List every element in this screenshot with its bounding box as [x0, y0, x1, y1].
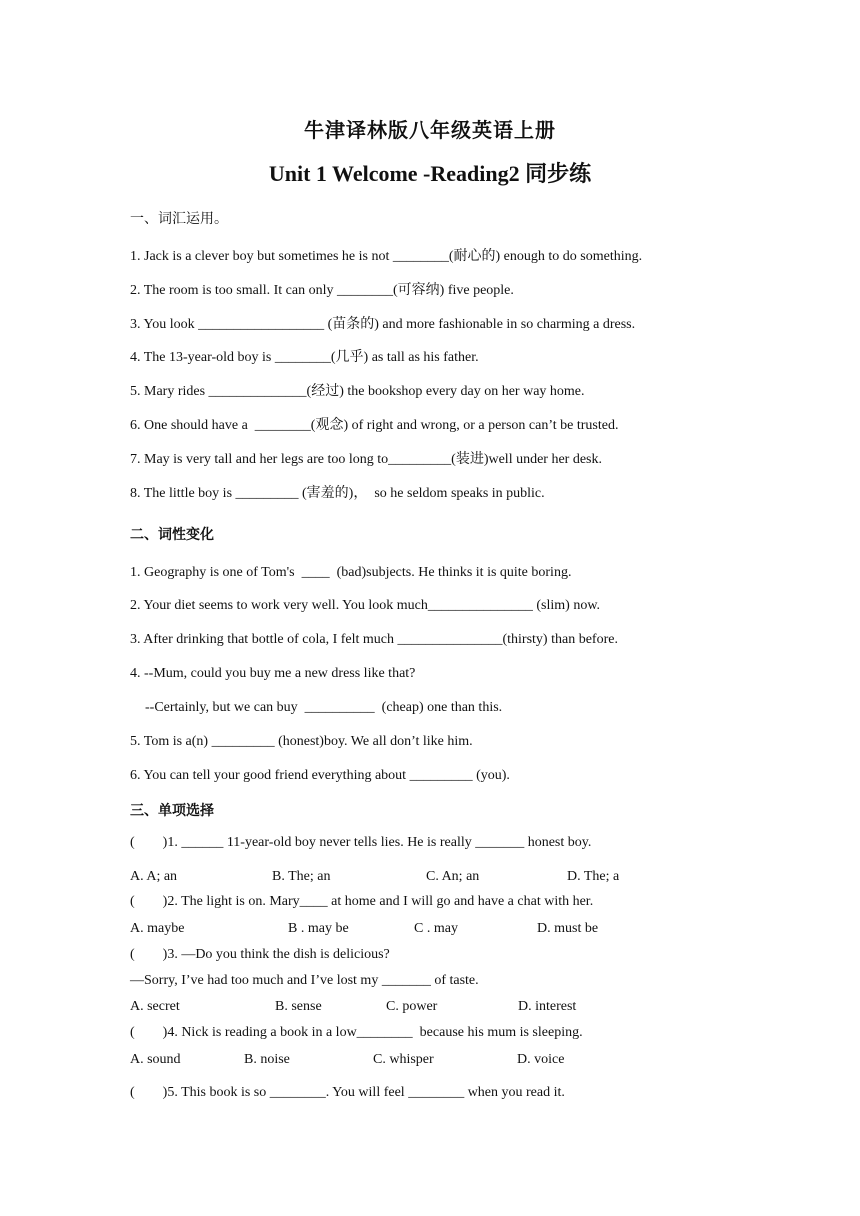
wordform-item-5: 5. Tom is a(n) _________ (honest)boy. We all don’t like him.	[130, 734, 473, 749]
vocab-item-7: 7. May is very tall and her legs are too long to_________(装进)well under her desk.	[130, 452, 603, 467]
vocab-item-1: 1. Jack is a clever boy but sometimes he is not ________(耐心的) enough to do something.	[130, 249, 643, 264]
choice-question-2: ( )2. The light is on. Mary____ at home and I will go and have a chat with her.	[130, 894, 594, 909]
wordform-item-6: 6. You can tell your good friend everything about _________ (you).	[130, 768, 510, 783]
q3-option-a: A. secret	[130, 999, 180, 1014]
vocab-item-8: 8. The little boy is _________ (害羞的)， so he seldom speaks in public.	[130, 486, 545, 501]
wordform-item-3: 3. After drinking that bottle of cola, I felt much _______________(thirsty) than before.	[130, 632, 618, 647]
choice-question-3: ( )3. —Do you think the dish is delicious?	[130, 947, 390, 962]
q4-option-b: B. noise	[244, 1052, 290, 1067]
section-heading-word-forms: 二、词性变化	[130, 527, 214, 543]
q1-option-a: A. A; an	[130, 869, 178, 884]
section-heading-multiple-choice: 三、单项选择	[130, 803, 214, 819]
title-chinese: 牛津译林版八年级英语上册	[304, 118, 556, 142]
q3-option-c: C. power	[386, 999, 438, 1014]
wordform-item-1: 1. Geography is one of Tom's ____ (bad)subjects. He thinks it is quite boring.	[130, 565, 572, 580]
vocab-item-3: 3. You look __________________ (苗条的) and more fashionable in so charming a dress.	[130, 317, 636, 332]
q1-option-d: D. The; a	[567, 869, 620, 884]
q3-option-b: B. sense	[275, 999, 322, 1014]
wordform-item-4: 4. --Mum, could you buy me a new dress like that?	[130, 666, 416, 681]
q2-option-a: A. maybe	[130, 921, 185, 936]
vocab-item-4: 4. The 13-year-old boy is ________(几乎) as tall as his father.	[130, 350, 479, 365]
vocab-item-5: 5. Mary rides ______________(经过) the bookshop every day on her way home.	[130, 384, 585, 399]
q2-option-c: C . may	[414, 921, 458, 936]
choice-question-4: ( )4. Nick is reading a book in a low________ because his mum is sleeping.	[130, 1025, 583, 1040]
q3-option-d: D. interest	[518, 999, 577, 1014]
section-heading-vocabulary: 一、词汇运用。	[130, 211, 228, 227]
title-english: Unit 1 Welcome -Reading2 同步练	[268, 161, 592, 186]
q1-option-b: B. The; an	[272, 869, 331, 884]
q4-option-d: D. voice	[517, 1052, 565, 1067]
q4-option-c: C. whisper	[373, 1052, 434, 1067]
q2-option-b: B . may be	[288, 921, 349, 936]
q2-option-d: D. must be	[537, 921, 599, 936]
wordform-item-2: 2. Your diet seems to work very well. You look much_______________ (slim) now.	[130, 598, 601, 613]
choice-question-3-reply: —Sorry, I’ve had too much and I’ve lost my _______ of taste.	[130, 973, 479, 988]
choice-question-5: ( )5. This book is so ________. You will feel ________ when you read it.	[130, 1085, 565, 1100]
vocab-item-2: 2. The room is too small. It can only ________(可容纳) five people.	[130, 283, 514, 298]
choice-question-1: ( )1. ______ 11-year-old boy never tells lies. He is really _______ honest boy.	[130, 835, 592, 850]
wordform-item-4-reply: --Certainly, but we can buy __________ (cheap) one than this.	[145, 700, 503, 715]
q4-option-a: A. sound	[130, 1052, 181, 1067]
vocab-item-6: 6. One should have a ________(观念) of right and wrong, or a person can’t be trusted.	[130, 418, 619, 433]
q1-option-c: C. An; an	[426, 869, 480, 884]
